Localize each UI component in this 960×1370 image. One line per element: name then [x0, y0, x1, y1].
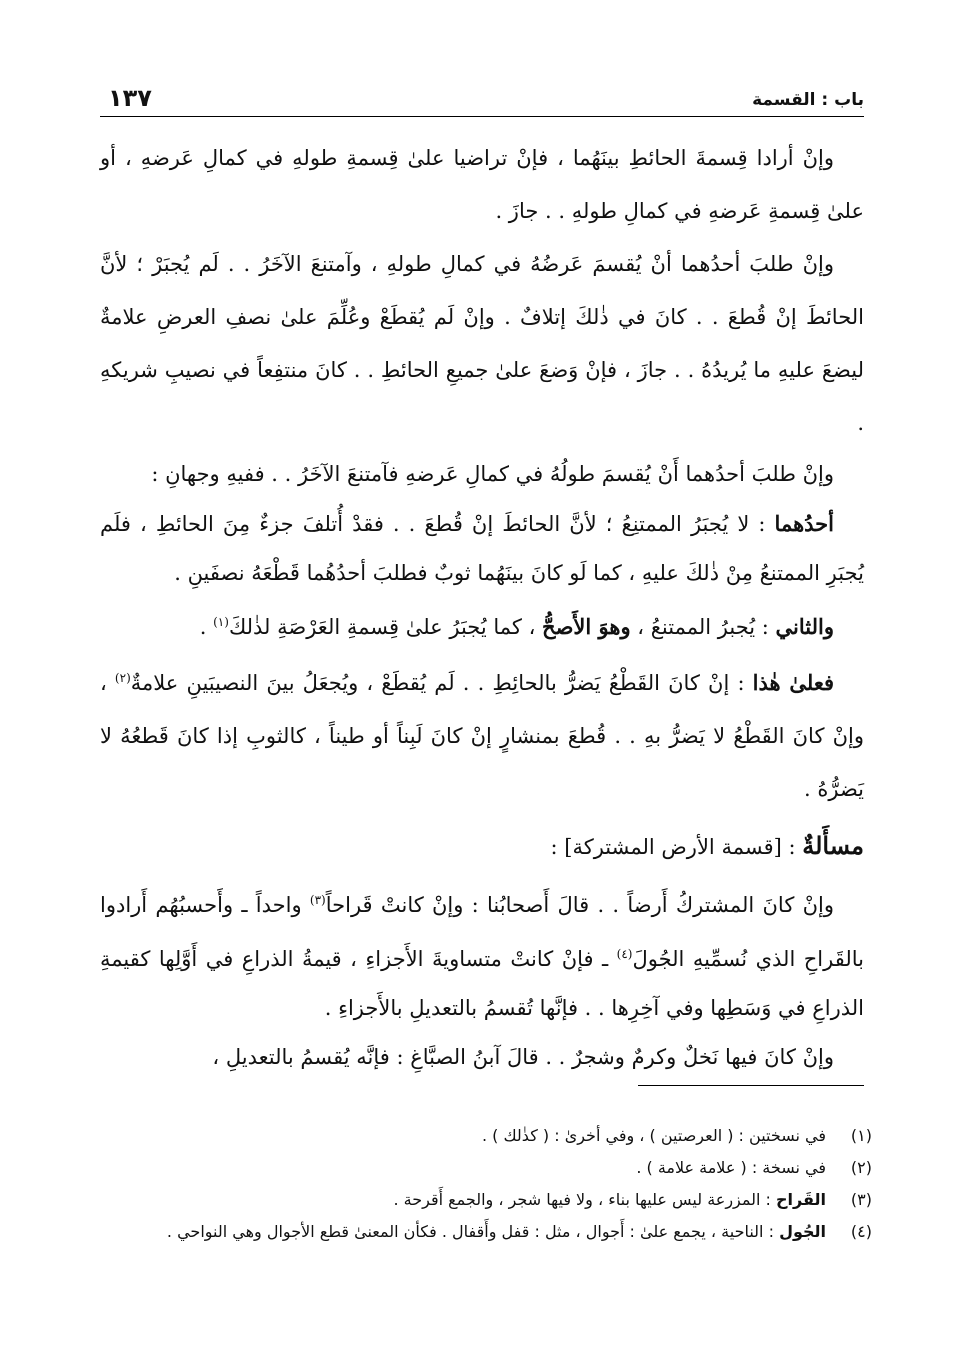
- footnote-text: : المزرعة ليس عليها بناء ، ولا فيها شجر ، والجمع أَقرحة .: [393, 1190, 777, 1209]
- footnote-text: : الناحية ، يجمع علىٰ : أَجوال ، مثل : قفل وأَقفال . فكأن المعنىٰ قطع الأجوال وهي النواحي .: [166, 1222, 780, 1241]
- ala-hadha-paragraph: فعلىٰ هٰذا : إنْ كانَ القَطْعُ يَضرُّ بالحائِطِ . . لَم يُقطَعْ ، ويُجعَلُ بينَ النصيبَينِ علامةٌ$^{(٢)}$ ، وإنْ كانَ القَطْعُ لا يَضرُّ بهِ . . قُطعَ بمنشارٍ إنْ كانَ لَبِناً أو طيناً ، كالثوبِ إذا كانَ قَطعُهُ لا يَضرُّهُ .: [100, 670, 864, 801]
- paragraph: وإنْ طلبَ أحدُهما أَنْ يُقسمَ طولُهُ في كمالِ عَرضهِ فآمتنعَ الآخَرُ . . ففيهِ وجهانِ :: [151, 462, 834, 486]
- footnote-ref[interactable]: (٢): [114, 671, 131, 685]
- footnote-ref[interactable]: (٣): [309, 893, 326, 907]
- footnotes: [110, 1120, 872, 1248]
- footnote-text: في نسختين : ( العرصتين ) ، وفي أخرىٰ : ( كذٰلك ) .: [481, 1126, 826, 1145]
- footnote: [110, 1120, 872, 1152]
- masala-text: [100, 876, 864, 1082]
- footnote-term: الجُول: [779, 1222, 826, 1241]
- wajh-first-label: أحدُهما: [774, 511, 834, 536]
- paragraph: وإنْ كانَ المشتركُ أَرضاً . . قالَ أَصحابُنا : وإنْ كانتْ قَراحاً$^{(٣)}$ واحداً ـ وأَحسبُهُم أَرادوا بالقَراحِ الذي نُسمِّيهِ الجُولَ$^{(٤)}$ ـ فإنْ كانتْ متساويةَ الأَجزاءِ ، قيمةُ الذراعِ في أَوَّلِها كقيمةِ الذراعِ في وَسَطِها وفي آخِرِها . . فإنَّها تُقسمُ بالتعديلِ بالأَجزاءِ .: [100, 893, 864, 1020]
- masala-heading: [551, 824, 864, 869]
- chapter-title: باب : القسمة: [752, 90, 864, 110]
- main-text: [100, 132, 864, 816]
- footnote: [110, 1152, 872, 1184]
- footnote-number: (٣): [850, 1190, 872, 1209]
- footnote: [110, 1184, 872, 1216]
- asahh-label: وهوَ الأَصحُّ: [542, 614, 631, 639]
- footnote-ref[interactable]: (١): [213, 615, 229, 629]
- page-number: ١٣٧: [108, 84, 152, 112]
- footnote-text: في نسخة : ( علامة علامة ) .: [636, 1158, 826, 1177]
- masala-label: مسأَلةٌ: [802, 831, 864, 860]
- footnote-number: (٤): [850, 1222, 872, 1241]
- footnote: [110, 1216, 872, 1248]
- page-header: [100, 82, 864, 117]
- wajh-first: [100, 499, 864, 598]
- masala-title: : [قسمة الأرض المشتركة] :: [550, 835, 803, 859]
- footnote-divider: [638, 1085, 864, 1086]
- wajh-first-text: : لا يُجبَرُ الممتنِعُ ؛ لأنَّ الحائطَ إنْ قُطعَ . . فقدْ أُتلفَ جزءٌ مِنَ الحائطِ ، فلَم يُجبَرِ الممتنعُ مِنْ ذٰلكَ عليهِ ، كما لَو كانَ بينَهُما ثوبٌ فطلبَ أحدُهُما قَطْعَهُ نصفَينِ .: [100, 512, 864, 585]
- paragraph: وإنْ أرادا قِسمةَ الحائطِ بينَهُما ، فإنْ تراضيا علىٰ قِسمةِ طولهِ في كمالِ عَرضهِ ، أو علىٰ قِسمةِ عَرضهِ في كمالِ طولهِ . . جازَ .: [100, 146, 864, 223]
- wajh-second: والثاني : يُجبرُ الممتنعُ ، وهوَ الأَصحُّ ، كما يُجبَرُ علىٰ قِسمةِ العَرْصَةِ لذٰلكَ$^{(١)}$ .: [199, 614, 834, 639]
- wajh-second-label: والثاني: [775, 614, 834, 639]
- ala-hadha-label: فعلىٰ هٰذا: [752, 670, 834, 695]
- footnote-number: (٢): [850, 1158, 872, 1177]
- footnote-number: (١): [850, 1126, 872, 1145]
- paragraph: وإنْ كانَ فيها نَخلٌ وكرمٌ وشجرٌ . . قالَ آبنُ الصبَّاغِ : فإنَّه يُقسمُ بالتعديلِ ،: [212, 1045, 834, 1069]
- footnote-ref[interactable]: (٤): [616, 947, 633, 961]
- paragraph: وإنْ طلبَ أحدُهما أنْ يُقسمَ عَرضُهُ في كمالِ طولهِ ، وآمتنعَ الآخَرُ . . لَم يُجبَرْ ؛ لأنَّ الحائطَ إنْ قُطعَ . . كانَ في ذٰلكَ إتلافٌ . وإنْ لَم يُقطَعْ وعُلِّمَ علىٰ نصفِ العرضِ علامةٌ ليضعَ عليهِ ما يُريدُهُ . . جازَ ، فإنْ وَضعَ علىٰ جميعِ الحائطِ . . كانَ منتفِعاً في نصيبِ شريكهِ .: [100, 252, 864, 435]
- footnote-term: القَراح: [776, 1190, 826, 1209]
